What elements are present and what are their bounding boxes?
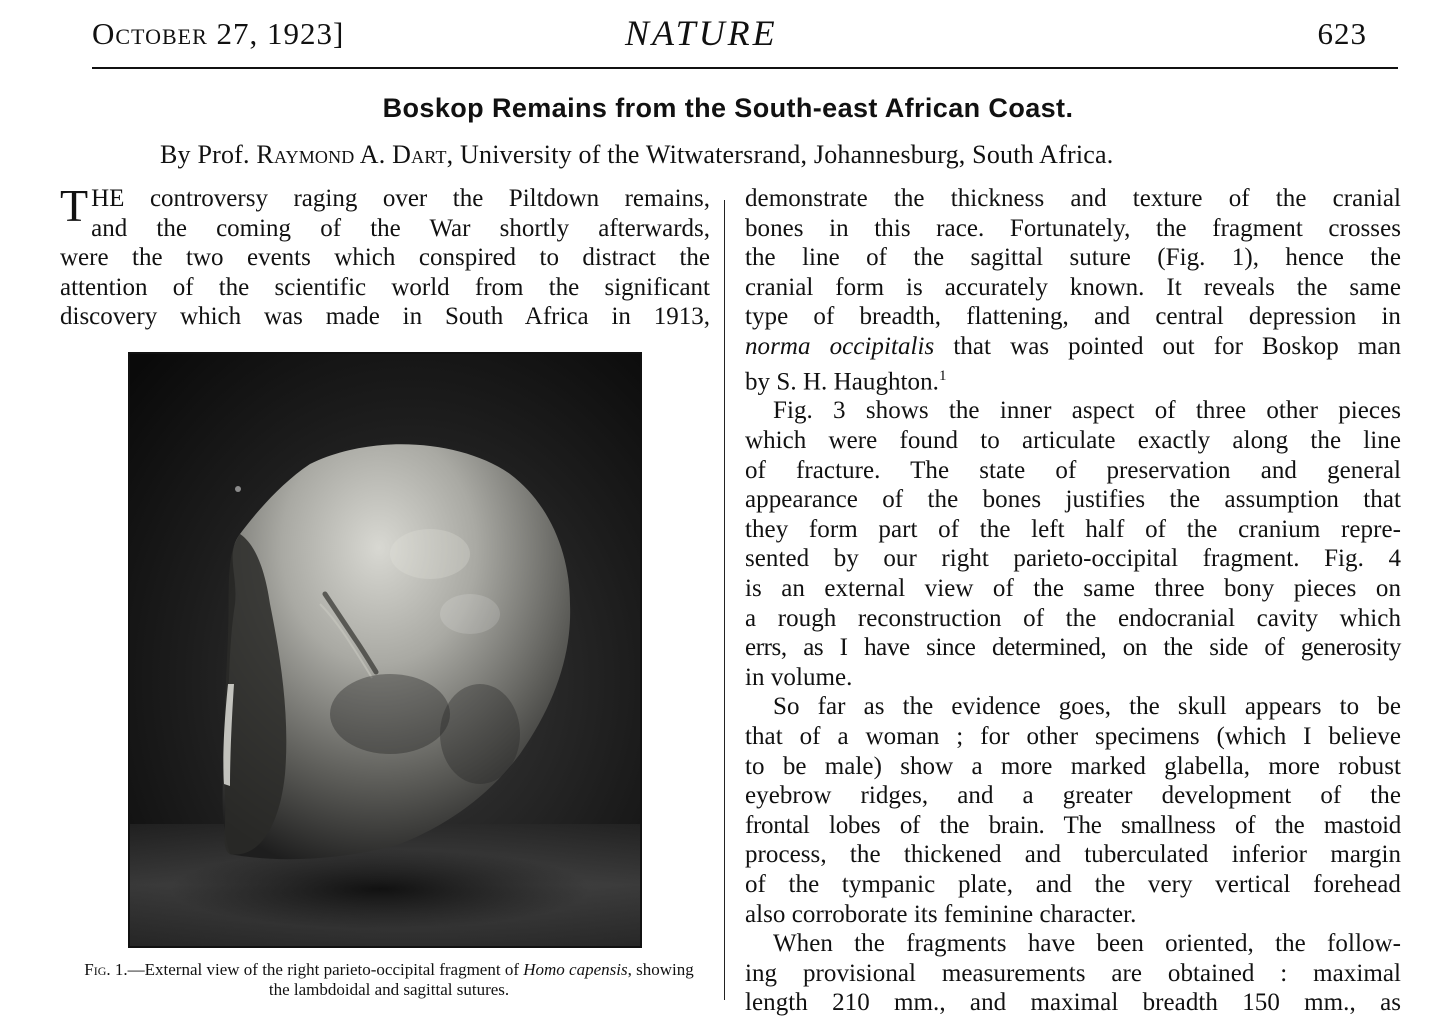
right-line: ing provisional measurements are obtained : maximal — [745, 959, 1401, 987]
right-line: type of breadth, flattening, and central depression in — [745, 303, 1401, 331]
drop-cap: T — [60, 180, 89, 231]
right-line-italic — [745, 332, 1401, 362]
left-line: and the coming of the War shortly afterwards, — [91, 214, 710, 242]
skull-fragment-image — [130, 354, 640, 946]
header-rule — [92, 67, 1398, 69]
right-line: appearance of the bones justifies the assumption that — [745, 486, 1401, 514]
left-line: attention of the scientific world from the significant — [60, 273, 710, 301]
author-affiliation: , University of the Witwatersrand, Johannesburg, South Africa. — [446, 140, 1114, 169]
line-text: by S. H. Haughton. — [745, 367, 939, 395]
left-line: were the two events which conspired to distract the — [60, 244, 710, 272]
right-line: Fig. 3 shows the inner aspect of three other pieces — [773, 397, 1401, 425]
right-line: to be male) show a more marked glabella, more robust — [745, 752, 1401, 780]
right-line: the line of the sagittal suture (Fig. 1), hence the — [745, 244, 1401, 272]
right-line: demonstrate the thickness and texture of the cranial — [745, 185, 1401, 212]
issue-date: October 27, 1923] — [92, 16, 345, 51]
right-line: also corroborate its feminine character. — [745, 900, 1137, 928]
left-column — [60, 180, 710, 332]
left-line: discovery which was made in South Africa in 1913, — [60, 303, 710, 331]
right-line: of the tympanic plate, and the very vertical forehead — [745, 870, 1401, 898]
running-header — [92, 12, 1367, 60]
right-line: length 210 mm., and maximal breadth 150 mm., as — [745, 989, 1401, 1017]
right-line: a rough reconstruction of the endocranial cavity which — [745, 604, 1401, 632]
italic-term: norma occipitalis — [745, 332, 935, 360]
right-line: that of a woman ; for other specimens (which I believe — [745, 723, 1401, 751]
right-line: is an external view of the same three bony pieces on — [745, 575, 1401, 603]
caption-text-end: , showing the lambdoidal and sagittal sutures. — [268, 960, 694, 999]
journal-title: NATURE — [625, 13, 778, 53]
line-rest: that was pointed out for Boskop man — [934, 332, 1401, 360]
right-line: cranial form is accurately known. It reveals the same — [745, 273, 1401, 301]
caption-text: —External view of the right parieto-occipital fragment of — [127, 960, 524, 979]
right-line: of fracture. The state of preservation and general — [745, 456, 1401, 484]
right-line — [745, 362, 1401, 397]
right-line: errs, as I have since determined, on the side of generosity — [745, 634, 1401, 662]
figure-label: Fig. 1. — [84, 960, 128, 979]
byline-prefix: By Prof. — [160, 140, 257, 169]
right-column — [745, 184, 1401, 1018]
article-byline — [160, 140, 1113, 170]
figure-1-photograph — [128, 352, 642, 948]
right-line: So far as the evidence goes, the skull appears to be — [773, 693, 1401, 721]
left-column-text — [60, 180, 710, 332]
author-name: Raymond A. Dart — [256, 140, 447, 169]
right-line: sented by our right parieto-occipital fragment. Fig. 4 — [745, 545, 1401, 573]
right-line: in volume. — [745, 663, 853, 691]
species-name: Homo capensis — [523, 960, 628, 979]
left-line: HE controversy raging over the Piltdown remains, — [91, 185, 710, 212]
figure-1-caption — [78, 960, 700, 1000]
article-title: Boskop Remains from the South-east African Coast. — [382, 93, 1074, 123]
right-line: bones in this race. Fortunately, the fragment crosses — [745, 214, 1401, 242]
right-line: When the fragments have been oriented, the follow- — [773, 930, 1401, 958]
right-line: process, the thickened and tuberculated inferior margin — [745, 841, 1401, 869]
right-line: frontal lobes of the brain. The smallness of the mastoid — [745, 811, 1401, 839]
right-line: eyebrow ridges, and a greater development of the — [745, 782, 1401, 810]
right-column-text — [745, 184, 1401, 1018]
right-line: they form part of the left half of the cranium repre- — [745, 515, 1401, 543]
column-divider — [724, 200, 725, 1000]
footnote-marker: 1 — [938, 367, 947, 384]
page-number: 623 — [1317, 16, 1367, 51]
right-line: which were found to articulate exactly along the line — [745, 427, 1401, 455]
